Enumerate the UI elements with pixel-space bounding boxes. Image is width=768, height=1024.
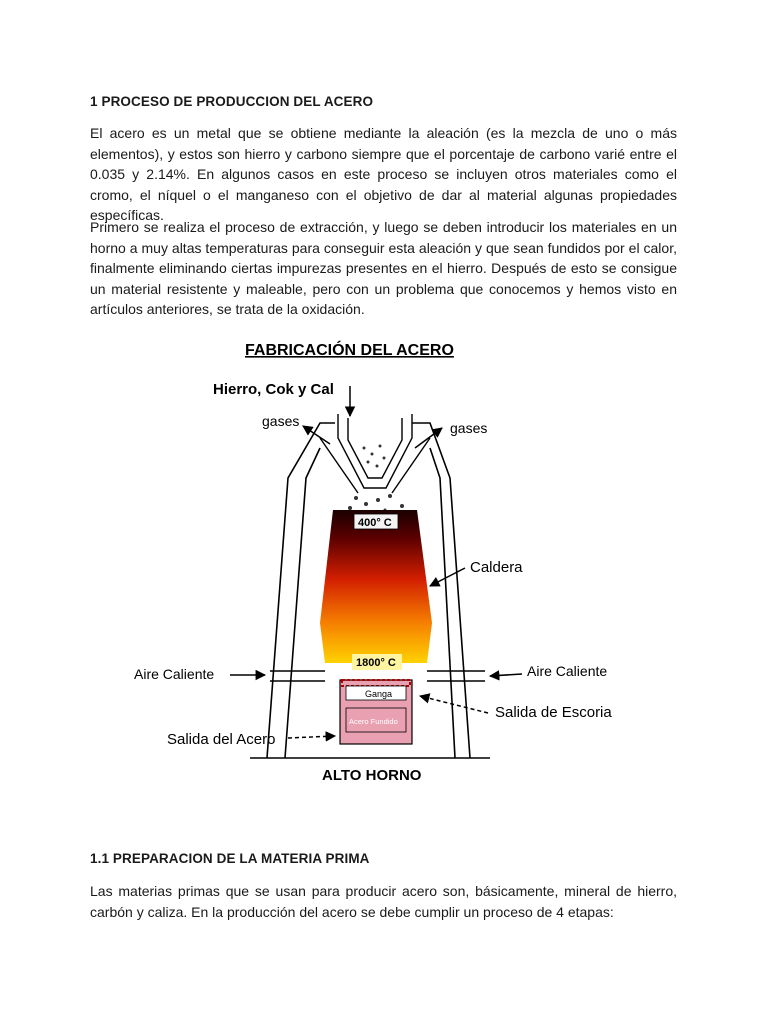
- aire-right-label: Aire Caliente: [527, 663, 608, 679]
- aire-right-arrow: [490, 674, 522, 676]
- caldera-label: Caldera: [470, 559, 523, 576]
- aire-left-label: Aire Caliente: [134, 666, 215, 682]
- paragraph-process: Primero se realiza el proceso de extracción, y luego se deben introducir los materiales en un horno a muy altas temperaturas para conseguir esta aleación y que sean fundidos por el calor, finalmente eliminando ciertas impurezas presentes en el hierro. Después de esto se consigue un material resistente y maleable, pero con un problema que conocemos y hemos visto en artículos anteriores, se trata de la oxidación.: [90, 219, 677, 317]
- section-heading: 1 PROCESO DE PRODUCCION DEL ACERO: [90, 94, 374, 109]
- paragraph-intro: El acero es un metal que se obtiene mediante la aleación (es la mezcla de uno o más elementos), y estos son hierro y carbono siempre que el porcentaje de carbono varié entre el 0.035 y 2.14%. En algunos casos en este proceso se incluyen otros materiales como el cromo, el níquel o el manganeso con el objetivo de dar al material algunas propiedades específicas.: [90, 125, 677, 223]
- subsection-heading: 1.1 PREPARACION DE LA MATERIA PRIMA: [90, 851, 370, 866]
- furnace-hopper: [320, 414, 430, 493]
- temp-top-label: 400° C: [358, 517, 392, 529]
- temp-bottom-label: 1800° C: [356, 657, 396, 669]
- input-label: Hierro, Cok y Cal: [213, 381, 334, 398]
- gases-left-label: gases: [262, 413, 300, 429]
- salida-escoria-arrow: [420, 696, 488, 713]
- diagram-caption: ALTO HORNO: [322, 767, 422, 784]
- salida-acero-arrow: [288, 736, 335, 738]
- paragraph-materials: Las materias primas que se usan para producir acero son, básicamente, mineral de hierro, carbón y caliza. En la producción del acero se debe cumplir un proceso de 4 etapas:: [90, 883, 677, 920]
- blast-furnace-diagram: [120, 328, 640, 788]
- ganga-label: Ganga: [365, 689, 393, 699]
- caldera-arrow: [430, 568, 465, 586]
- acero-fundido-label: Acero Fundido: [349, 717, 398, 726]
- salida-escoria-label: Salida de Escoria: [495, 704, 612, 721]
- furnace-melt: [320, 510, 432, 663]
- gases-right-label: gases: [450, 420, 488, 436]
- salida-acero-label: Salida del Acero: [167, 731, 276, 748]
- diagram-title: FABRICACIÓN DEL ACERO: [245, 342, 454, 359]
